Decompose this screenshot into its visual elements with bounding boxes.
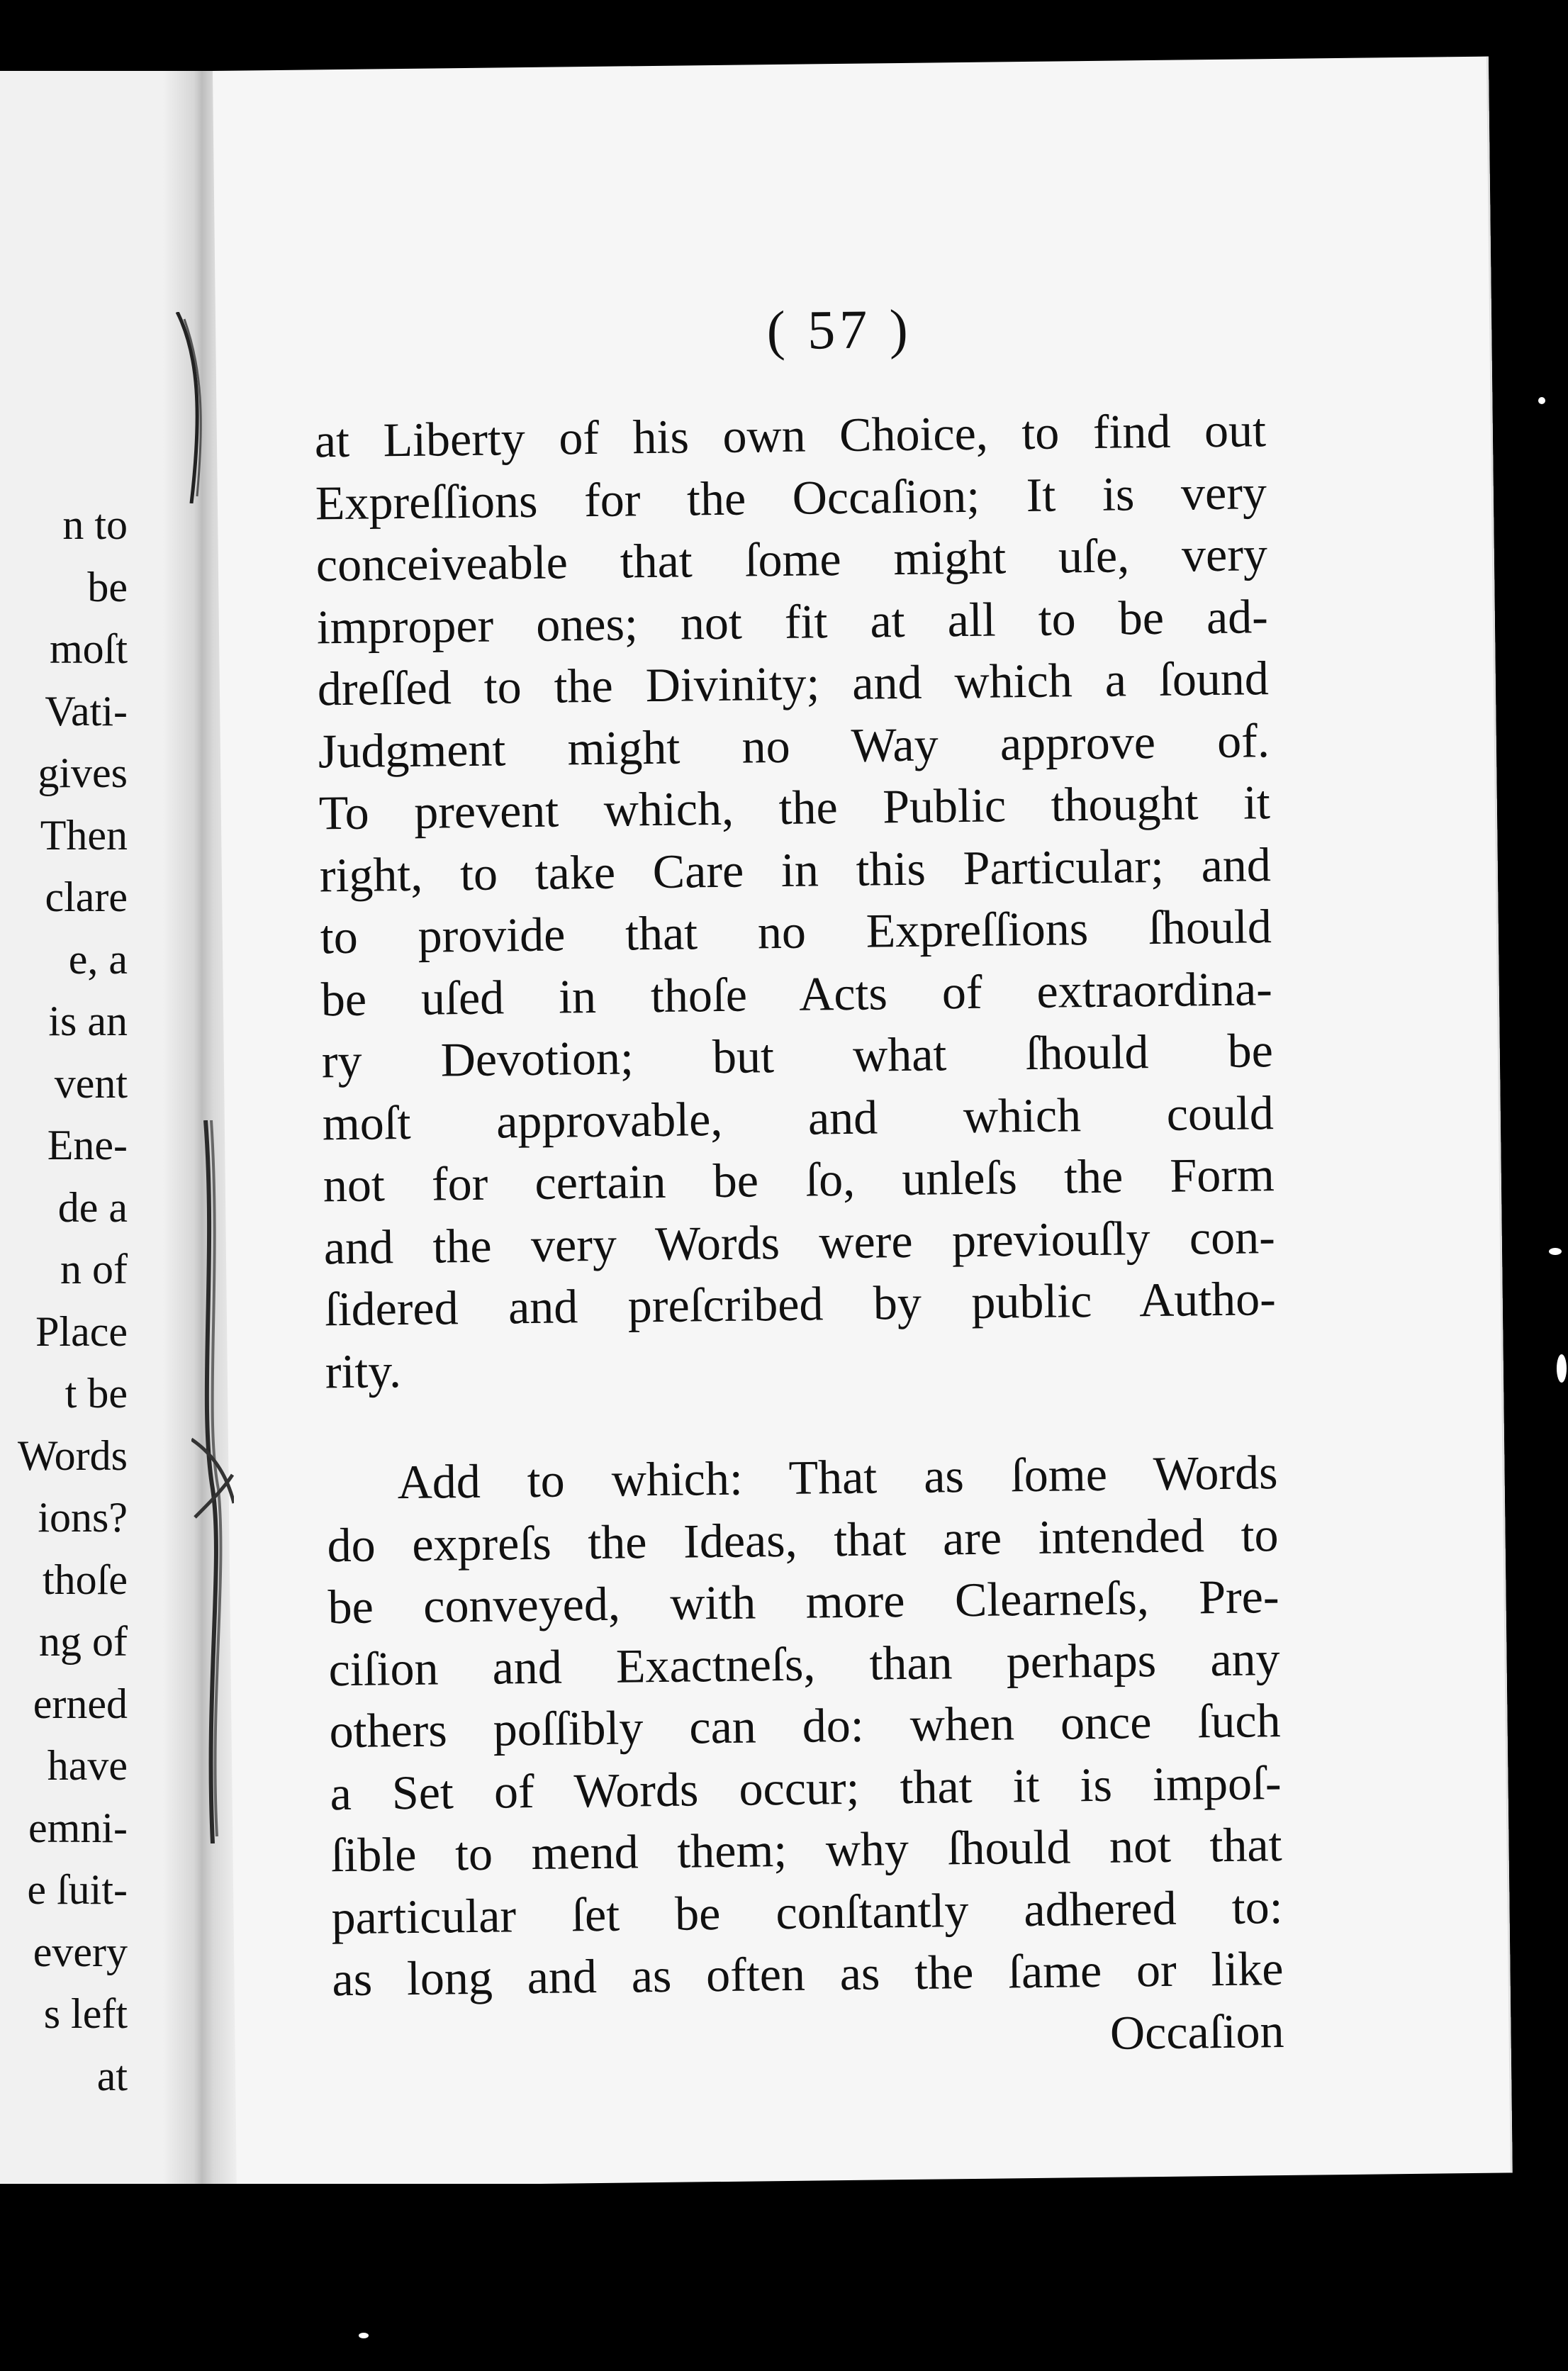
- fragment-line: erned: [33, 1680, 128, 1727]
- text-line: to provide that no Expreſſions ſhould: [320, 899, 1272, 964]
- fragment-line: have: [47, 1742, 128, 1789]
- text-line: and the very Words were previouſly con-: [323, 1209, 1276, 1274]
- text-line: dreſſed to the Divinity; and which a ſound: [317, 651, 1270, 716]
- text-line: conceiveable that ſome might uſe, very: [315, 527, 1268, 592]
- body-text: [314, 399, 1284, 2072]
- text-line: moſt approvable, and which could: [322, 1085, 1275, 1150]
- scan-background: [0, 2184, 1568, 2371]
- text-line: particular ſet be conſtantly adhered to:: [331, 1879, 1283, 1944]
- binding-thread: [191, 1120, 234, 1843]
- fragment-line: s left: [43, 1990, 128, 2037]
- text-line: as long and as often as the ſame or like: [332, 1941, 1284, 2007]
- speck: [1557, 1354, 1567, 1383]
- fragment-line: Ene-: [47, 1122, 128, 1168]
- fragment-line: Then: [40, 811, 128, 859]
- fragment-line: t be: [65, 1370, 128, 1417]
- fragment-line: thoſe: [43, 1556, 128, 1603]
- fragment-line: at: [96, 2052, 128, 2099]
- fragment-line: Place: [35, 1307, 128, 1355]
- text-line: To prevent which, the Public thought it: [318, 775, 1271, 840]
- fragment-line: gives: [38, 749, 128, 796]
- fragment-line: e, a: [68, 935, 128, 983]
- text-line: ſible to mend them; why ſhould not that: [330, 1817, 1282, 1882]
- fragment-line: n of: [60, 1246, 128, 1293]
- fragment-line: vent: [54, 1059, 128, 1107]
- fragment-line: is an: [48, 998, 128, 1044]
- fragment-line: Words: [17, 1432, 128, 1479]
- speck: [359, 2333, 369, 2338]
- fragment-line: de a: [57, 1183, 128, 1231]
- fragment-line: be: [87, 563, 128, 610]
- fragment-line: e ſuit-: [27, 1866, 128, 1913]
- binding-thread-top: [170, 312, 213, 503]
- text-line: at Liberty of his own Choice, to find out: [314, 403, 1267, 468]
- fragment-line: every: [33, 1928, 128, 1975]
- text-line: Expreſſions for the Occaſion; It is very: [315, 464, 1267, 530]
- fragment-line: ions?: [38, 1494, 128, 1541]
- fragment-line: moſt: [49, 625, 128, 672]
- previous-page-text-fragments: [0, 494, 128, 2107]
- text-line: rity.: [325, 1343, 402, 1398]
- catchword: Occaſion: [1109, 2003, 1284, 2060]
- text-line: others poſſibly can do: when once ſuch: [329, 1693, 1281, 1758]
- text-line: do expreſs the Ideas, that are intended to: [327, 1507, 1279, 1572]
- page-number: ( 57 ): [766, 297, 913, 362]
- text-line: Judgment might no Way approve of.: [318, 713, 1270, 778]
- main-page: [213, 57, 1513, 2187]
- fragment-line: clare: [45, 874, 128, 920]
- text-line: ciſion and Exactneſs, than perhaps any: [328, 1631, 1280, 1696]
- text-line: ſidered and preſcribed by public Autho-: [324, 1271, 1277, 1337]
- text-line: be conveyed, with more Clearneſs, Pre-: [327, 1569, 1279, 1634]
- speck: [1538, 397, 1545, 404]
- text-line: improper ones; not fit at all to be ad-: [316, 588, 1269, 654]
- text-line: right, to take Care in this Particular; and: [319, 837, 1272, 902]
- text-line: be uſed in thoſe Acts of extraordina-: [320, 961, 1273, 1026]
- fragment-line: ng of: [39, 1618, 128, 1665]
- fragment-line: n to: [62, 501, 128, 548]
- speck: [1549, 1248, 1562, 1255]
- fragment-line: Vati-: [45, 687, 128, 735]
- text-line: not for certain be ſo, unleſs the Form: [323, 1147, 1275, 1212]
- text-line: Add to which: That as ſome Words: [397, 1445, 1278, 1510]
- text-line: ry Devotion; but what ſhould be: [321, 1023, 1274, 1088]
- text-line: a Set of Words occur; that it is impoſ-: [330, 1755, 1282, 1820]
- fragment-line: emni-: [28, 1804, 128, 1851]
